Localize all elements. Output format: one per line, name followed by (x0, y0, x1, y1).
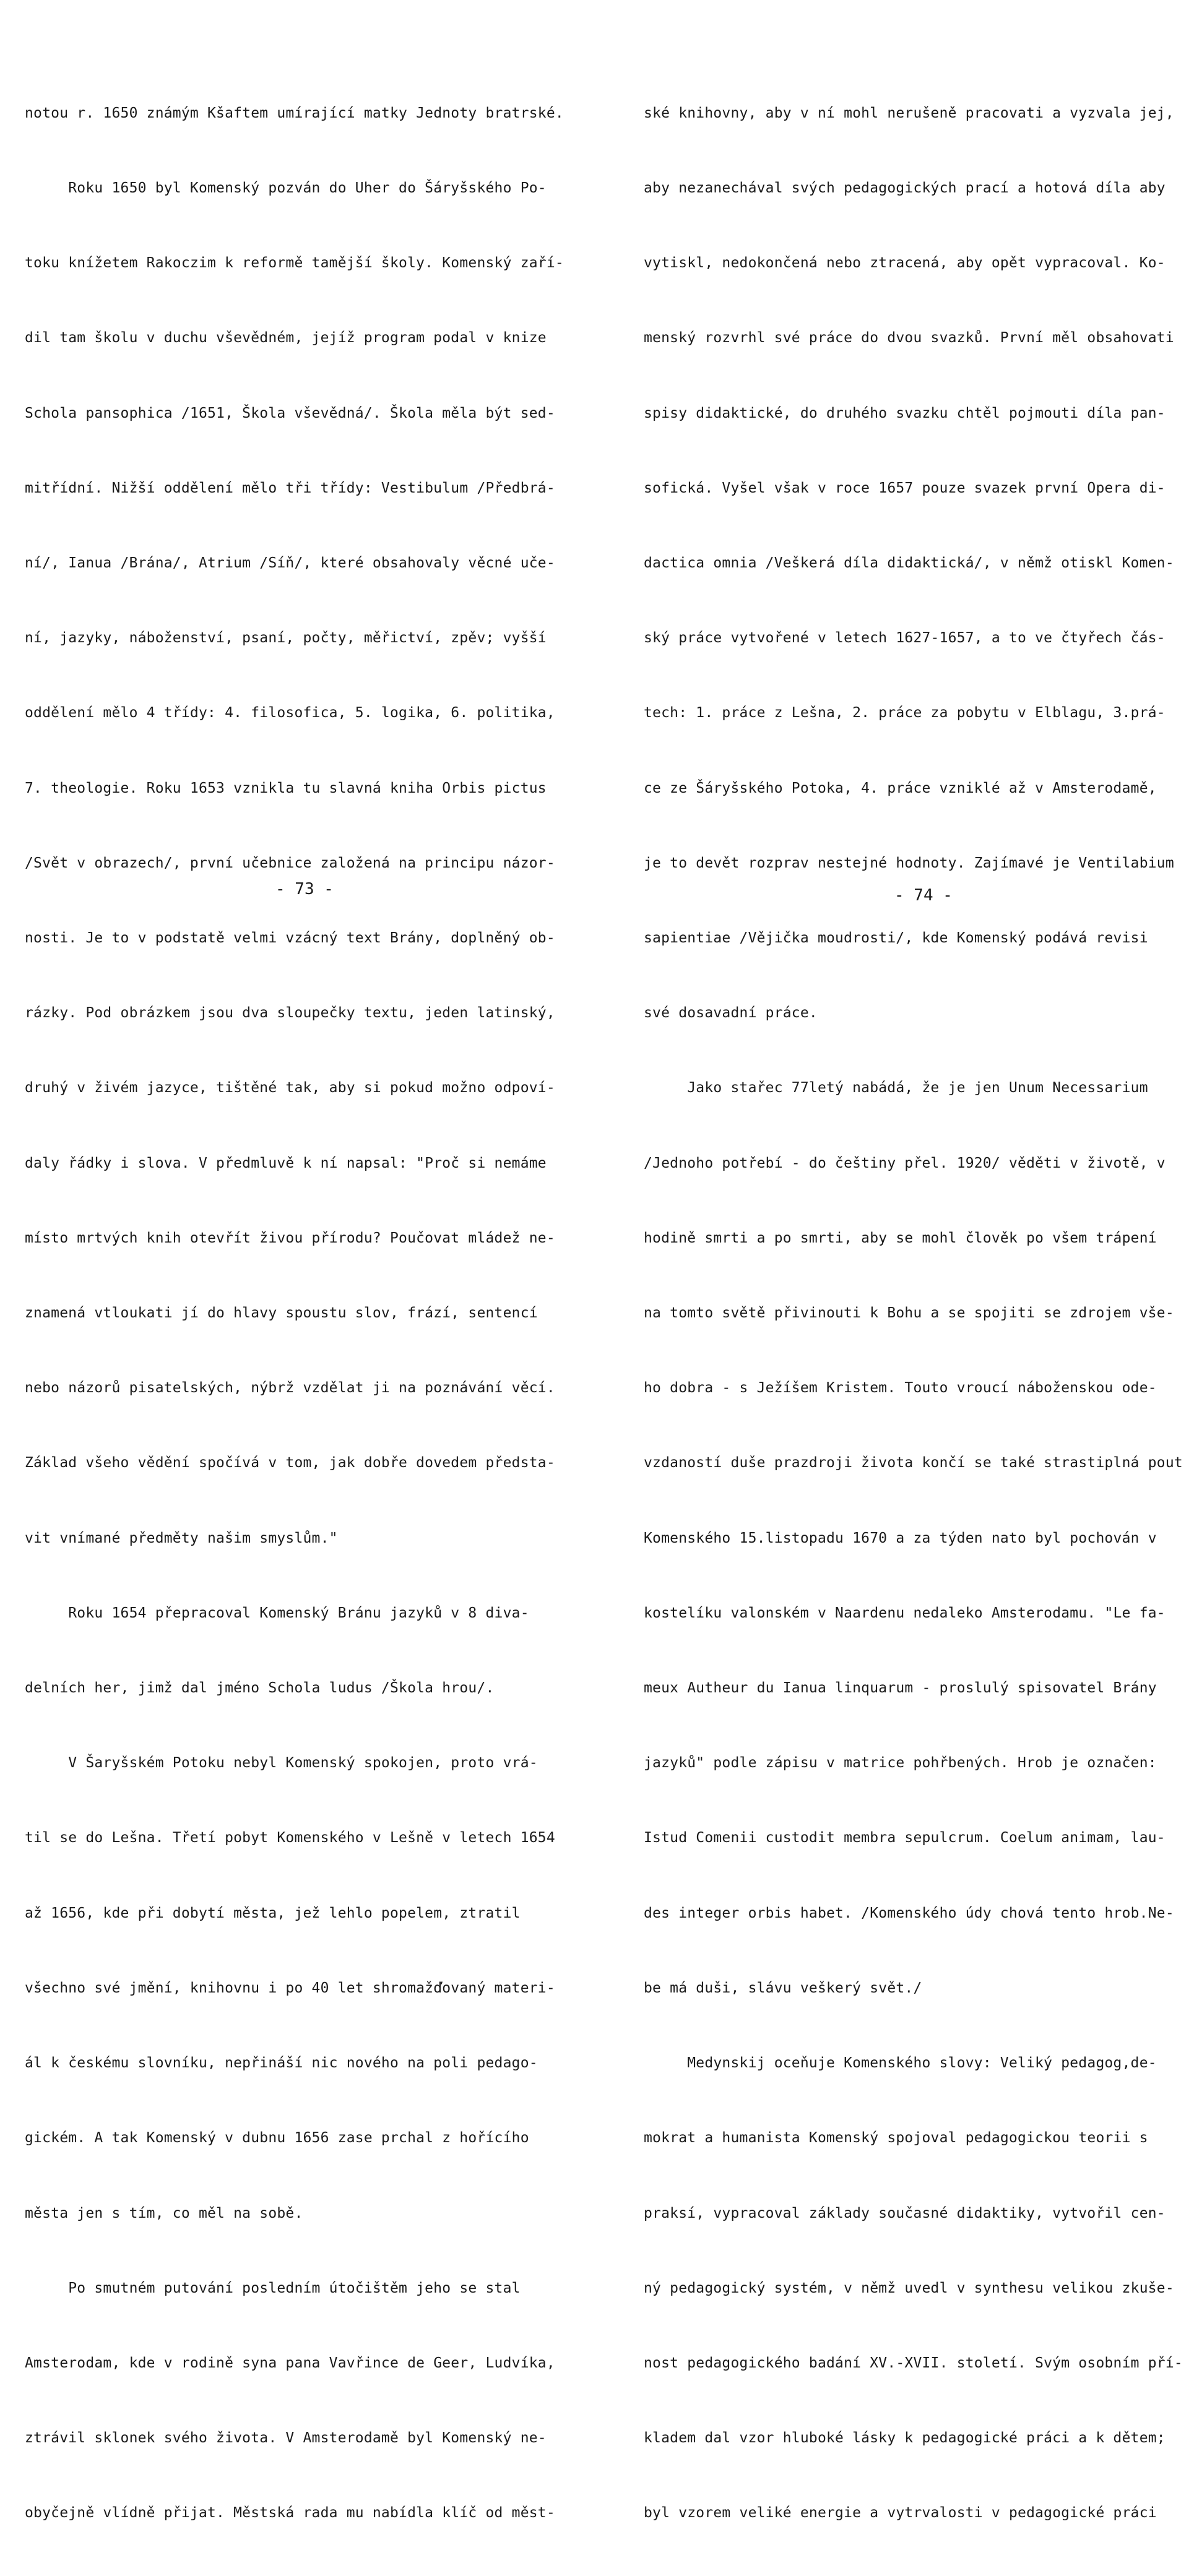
left-page-text (25, 51, 569, 2576)
text-line: Jako stařec 77letý nabádá, že je jen Unum Necessarium (644, 1080, 1148, 1096)
text-line: /Jednoho potřebí - do češtiny přel. 1920/ věděti v životě, v (644, 1155, 1165, 1171)
text-line: tech: 1. práce z Lešna, 2. práce za pobytu v Elblagu, 3.prá- (644, 705, 1165, 722)
text-line: mitřídní. Nižší oddělení mělo tři třídy: Vestibulum /Předbrá- (25, 480, 555, 496)
text-line: ce ze Šáryšského Potoka, 4. práce vzniklé až v Amsterodamě, (644, 780, 1157, 796)
text-line: meux Autheur du Ianua linquarum - proslulý spisovatel Brány (644, 1680, 1157, 1697)
text-line: města jen s tím, co měl na sobě. (25, 2205, 303, 2221)
text-line: sofická. Vyšel však v roce 1657 pouze svazek první Opera di- (644, 480, 1165, 496)
text-line: Roku 1654 přepracoval Komenský Bránu jazyků v 8 diva- (25, 1605, 529, 1621)
text-line: Medynskij oceňuje Komenského slovy: Veliký pedagog,de- (644, 2055, 1157, 2072)
text-line: nebo názorů pisatelských, nýbrž vzdělat ji na poznávání věcí. (25, 1380, 555, 1397)
text-line: Schola pansophica /1651, Škola vševědná/. Škola měla být sed- (25, 405, 555, 421)
text-line: Amsterodam, kde v rodině syna pana Vavřince de Geer, Ludvíka, (25, 2354, 555, 2371)
text-line: na tomto světě přivinouti k Bohu a se spojiti se zdrojem vše- (644, 1305, 1174, 1322)
text-line: kladem dal vzor hluboké lásky k pedagogické práci a k dětem; (644, 2430, 1165, 2447)
text-line: delních her, jimž dal jméno Schola ludus /Škola hrou/. (25, 1680, 495, 1697)
text-line: ní/, Ianua /Brána/, Atrium /Síň/, které obsahovaly věcné uče- (25, 555, 555, 572)
text-line: jazyků" podle zápisu v matrice pohřbených. Hrob je označen: (644, 1755, 1157, 1772)
text-line: notou r. 1650 známým Kšaftem umírající matky Jednoty bratrské. (25, 105, 564, 121)
text-line: ztrávil sklonek svého života. V Amsterodamě byl Komenský ne- (25, 2430, 547, 2447)
text-line: vzdaností duše prazdroji života končí se také strastiplná pout (644, 1455, 1183, 1471)
text-line: až 1656, kde při dobytí města, jež lehlo popelem, ztratil (25, 1905, 521, 1921)
text-line: rázky. Pod obrázkem jsou dva sloupečky textu, jeden latinský, (25, 1005, 555, 1022)
text-line: gickém. A tak Komenský v dubnu 1656 zase prchal z hořícího (25, 2130, 529, 2147)
text-line: je to devět rozprav nestejné hodnoty. Zajímavé je Ventilabium (644, 855, 1174, 871)
page-number-left: - 73 - (275, 880, 334, 898)
text-line: des integer orbis habet. /Komenského údy chová tento hrob.Ne- (644, 1905, 1174, 1921)
text-line: ské knihovny, aby v ní mohl nerušeně pracovati a vyzvala jej, (644, 105, 1174, 121)
text-line: ho dobra - s Ježíšem Kristem. Touto vroucí náboženskou ode- (644, 1380, 1157, 1397)
text-line: nosti. Je to v podstatě velmi vzácný text Brány, doplněný ob- (25, 930, 555, 947)
text-line: sapientiae /Vějička moudrosti/, kde Komenský podává revisi (644, 930, 1148, 947)
text-line: toku knížetem Rakoczim k reformě tamější školy. Komenský zaří- (25, 255, 564, 272)
text-line: obyčejně vlídně přijat. Městská rada mu nabídla klíč od měst- (25, 2505, 555, 2522)
text-line: aby nezanechával svých pedagogických prací a hotová díla aby (644, 180, 1165, 197)
text-line: ní, jazyky, náboženství, psaní, počty, měřictví, zpěv; vyšší (25, 630, 547, 647)
text-line: všechno své jmění, knihovnu i po 40 let shromažďovaný materi- (25, 1979, 555, 1996)
text-line: 7. theologie. Roku 1653 vznikla tu slavná kniha Orbis pictus (25, 780, 547, 796)
text-line: byl vzorem veliké energie a vytrvalosti v pedagogické práci (644, 2505, 1157, 2522)
right-page-text (644, 51, 1188, 2576)
text-line: ný pedagogický systém, v němž uvedl v synthesu velikou zkuše- (644, 2280, 1174, 2296)
text-line: kostelíku valonském v Naardenu nedaleko Amsterodamu. "Le fa- (644, 1605, 1165, 1621)
text-line: druhý v živém jazyce, tištěné tak, aby si pokud možno odpoví- (25, 1080, 555, 1096)
text-line: Základ všeho vědění spočívá v tom, jak dobře dovedem předsta- (25, 1455, 555, 1471)
text-line: vit vnímané předměty našim smyslům." (25, 1530, 338, 1546)
text-line: praksí, vypracoval základy současné didaktiky, vytvořil cen- (644, 2205, 1165, 2221)
text-line: své dosavadní práce. (644, 1005, 818, 1022)
text-line: be má duši, slávu veškerý svět./ (644, 1979, 922, 1996)
text-line: dil tam školu v duchu vševědném, jejíž program podal v knize (25, 330, 547, 347)
text-line: Komenského 15.listopadu 1670 a za týden nato byl pochován v (644, 1530, 1157, 1546)
text-line: Roku 1650 byl Komenský pozván do Uher do Šáryšského Po- (25, 180, 547, 197)
text-line: ál k českému slovníku, nepřináší nic nového na poli pedago- (25, 2055, 538, 2072)
text-line: menský rozvrhl své práce do dvou svazků. První měl obsahovati (644, 330, 1174, 347)
text-line: mokrat a humanista Komenský spojoval pedagogickou teorii s (644, 2130, 1148, 2147)
text-line: /Svět v obrazech/, první učebnice založená na principu názor- (25, 855, 555, 871)
text-line: nost pedagogického badání XV.-XVII. století. Svým osobním pří- (644, 2354, 1183, 2371)
text-line: spisy didaktické, do druhého svazku chtěl pojmouti díla pan- (644, 405, 1165, 421)
text-line: daly řádky i slova. V předmluvě k ní napsal: "Proč si nemáme (25, 1155, 547, 1171)
text-line: dactica omnia /Veškerá díla didaktická/, v němž otiskl Komen- (644, 555, 1174, 572)
text-line: místo mrtvých knih otevřít živou přírodu? Poučovat mládež ne- (25, 1230, 555, 1246)
text-line: znamená vtloukati jí do hlavy spoustu slov, frází, sentencí (25, 1305, 538, 1322)
text-line: vytiskl, nedokončená nebo ztracená, aby opět vypracoval. Ko- (644, 255, 1165, 272)
text-line: til se do Lešna. Třetí pobyt Komenského v Lešně v letech 1654 (25, 1830, 555, 1846)
page-number-right: - 74 - (894, 886, 953, 905)
text-line: Istud Comenii custodit membra sepulcrum. Coelum animam, lau- (644, 1830, 1165, 1846)
text-line: ský práce vytvořené v letech 1627-1657, a to ve čtyřech čás- (644, 630, 1165, 647)
text-line: hodině smrti a po smrti, aby se mohl člověk po všem trápení (644, 1230, 1157, 1246)
text-line: oddělení mělo 4 třídy: 4. filosofica, 5. logika, 6. politika, (25, 705, 555, 722)
text-line: Po smutném putování posledním útočištěm jeho se stal (25, 2280, 521, 2296)
text-line: V Šaryšském Potoku nebyl Komenský spokojen, proto vrá- (25, 1755, 538, 1772)
